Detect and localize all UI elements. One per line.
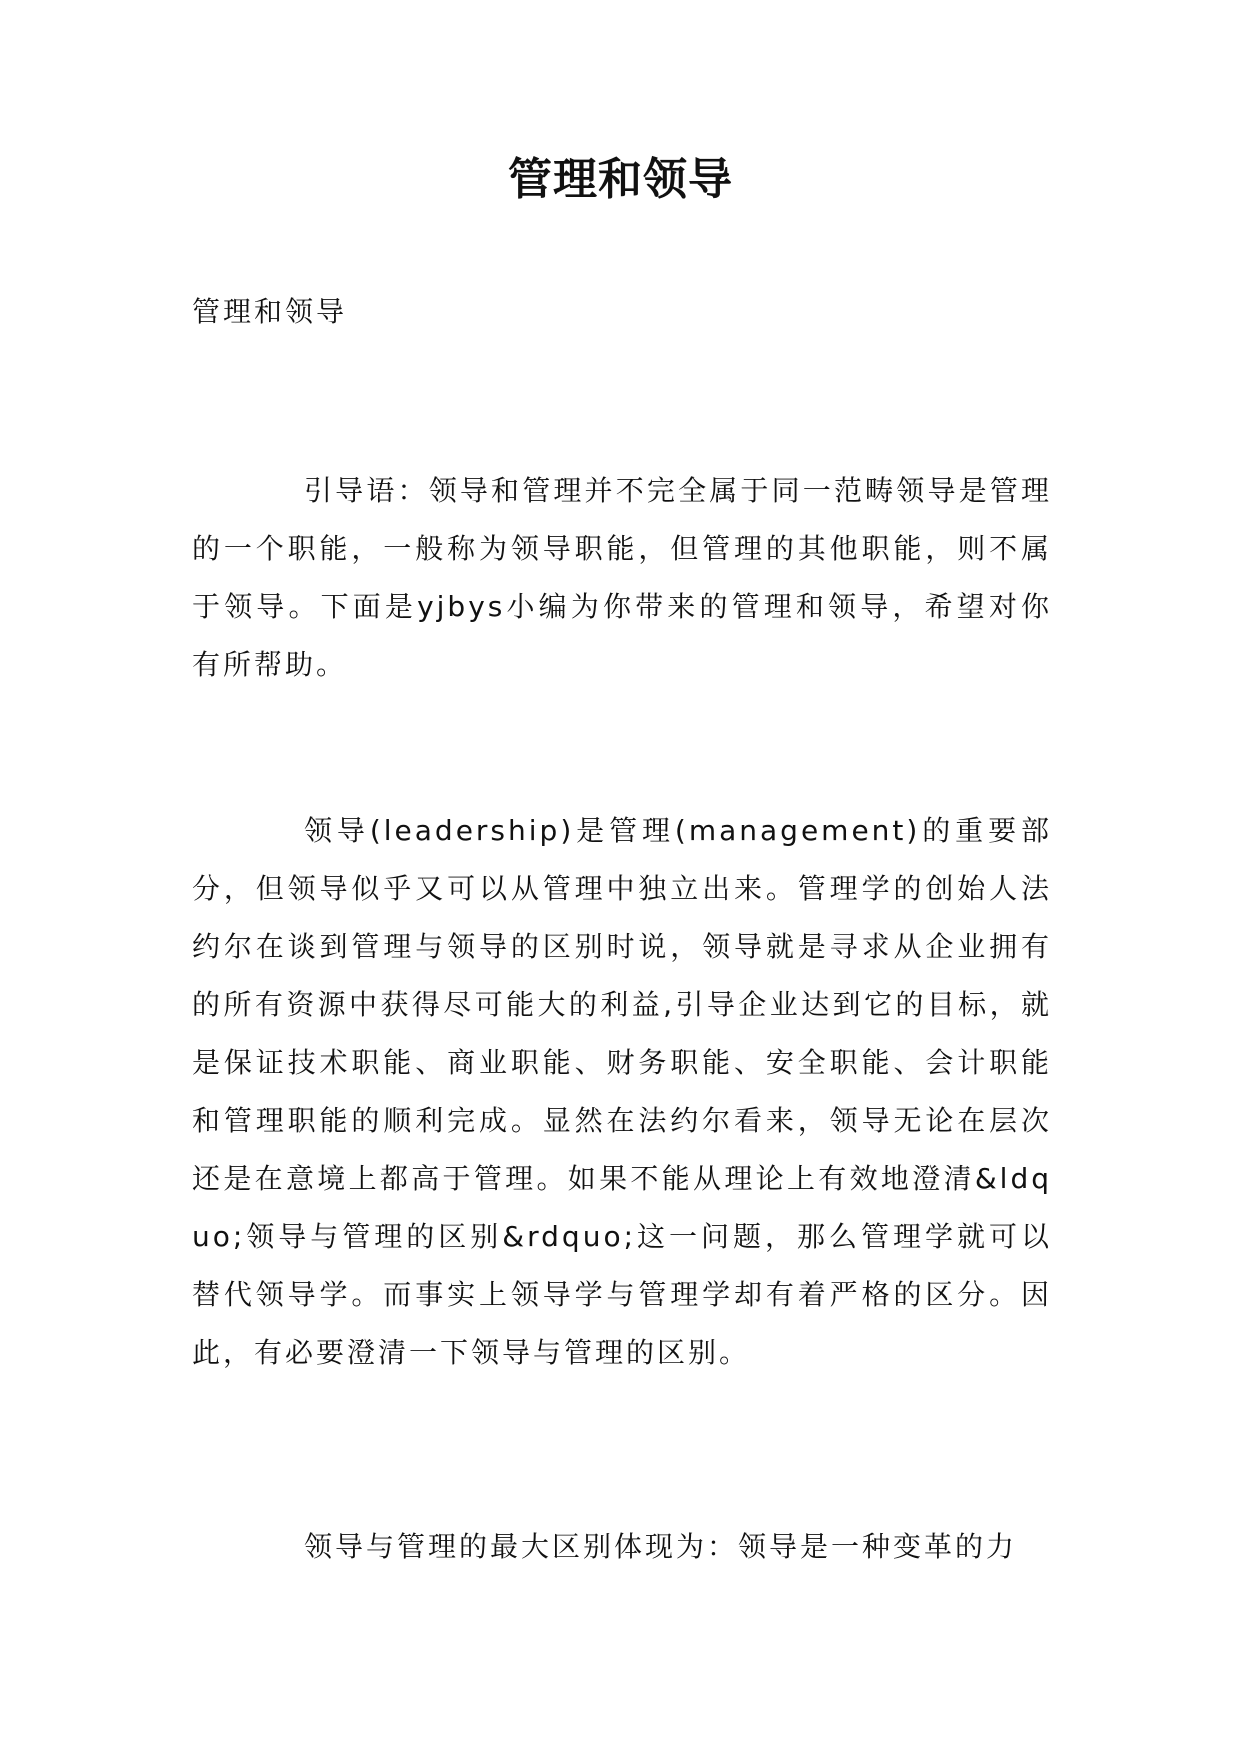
document-subtitle: 管理和领导 xyxy=(192,295,348,328)
document-title: 管理和领导 xyxy=(508,154,733,205)
paragraph-leadership-definition: 领导(leadership)是管理(management)的重要部分，但领导似乎又可以从管理中独立出来。管理学的创始人法约尔在谈到管理与领导的区别时说，领导就是寻求从企业拥有的所有资源中获得尽可能大的利益,引导企业达到它的目标，就是保证技术职能、商业职能、财务职能、安全职能、会计职能和管理职能的顺利完成。显然在法约尔看来，领导无论在层次还是在意境上都高于管理。如果不能从理论上有效地澄清&ldquo;领导与管理的区别&rdquo;这一问题，那么管理学就可以替代领导学。而事实上领导学与管理学却有着严格的区分。因此，有必要澄清一下领导与管理的区别。 xyxy=(192,814,1052,1369)
paragraph-intro: 引导语：领导和管理并不完全属于同一范畴领导是管理的一个职能，一般称为领导职能，但管理的其他职能，则不属于领导。下面是yjbys小编为你带来的管理和领导，希望对你有所帮助。 xyxy=(192,474,1052,681)
paragraph-difference: 领导与管理的最大区别体现为：领导是一种变革的力 xyxy=(304,1530,1018,1563)
